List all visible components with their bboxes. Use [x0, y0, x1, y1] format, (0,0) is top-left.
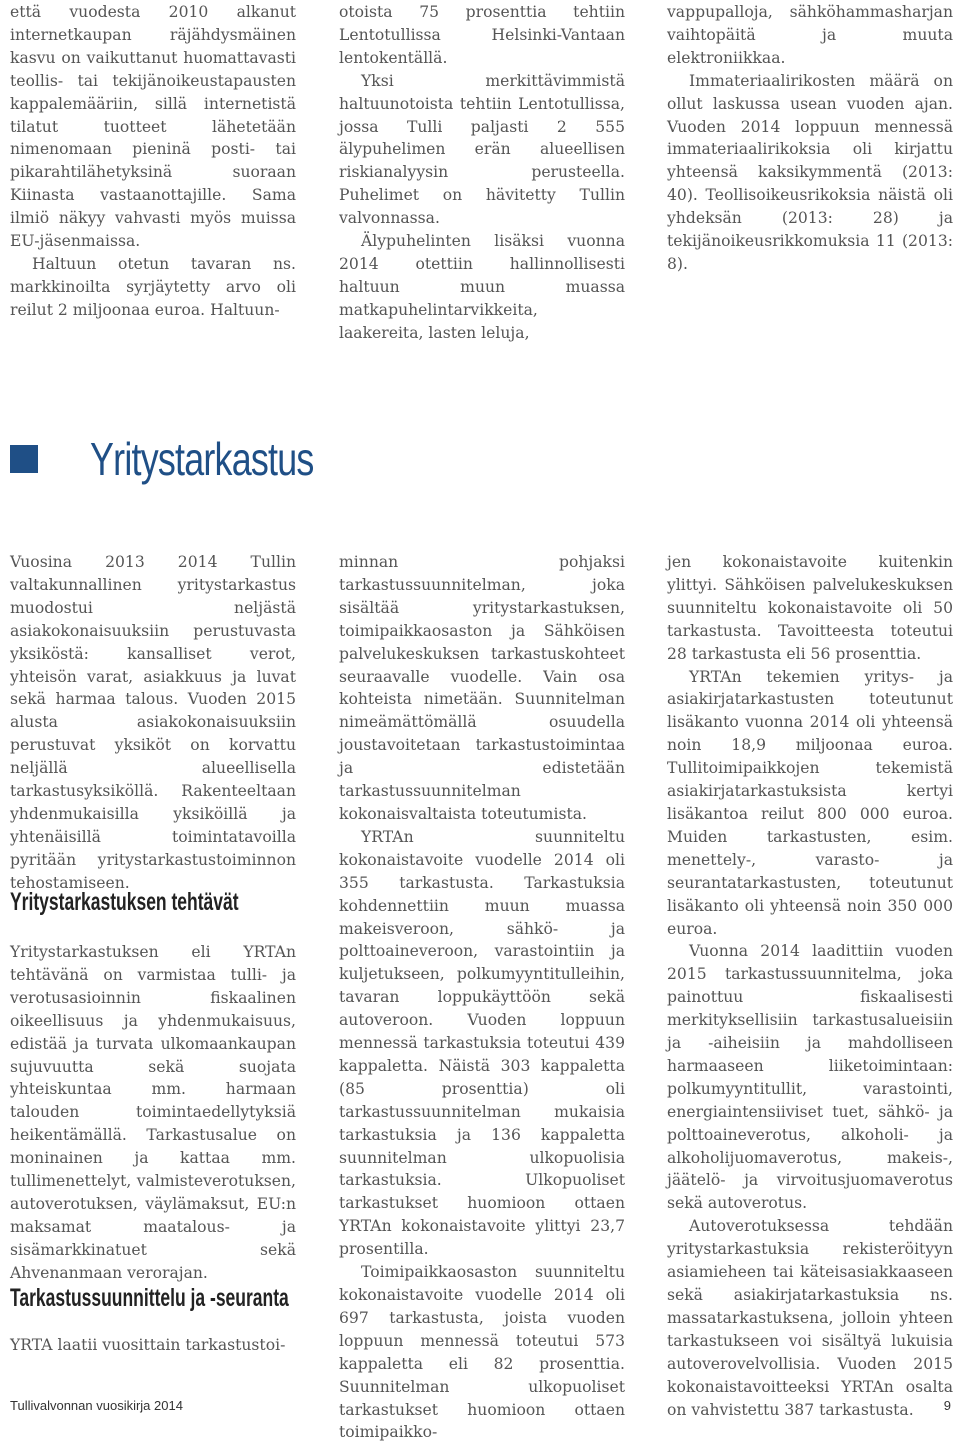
- bottom-column-3: [667, 551, 953, 1421]
- paragraph: YRTAn suunniteltu kokonaistavoite vuodelle 2014 oli 355 tarkastusta. Tarkastuksia kohdennettiin muun muassa makeisveroon, sähkö- ja polttoaineveroon, varastointiin ja kuljetukseen, polkumyyntitulleihin, tavaran loppukäyttöön sekä autoveroon. Vuoden loppuun mennessä tarkastuksia toteutui 439 kappaletta. Näistä 303 kappaletta (85 prosenttia) oli tarkastussuunnitelman mukaisia tarkastuksia ja 136 kappaletta suunnitelman ulkopuolisia tarkastuksia. Ulkopuoliset tarkastukset huomioon ottaen YRTAn kokonaistavoite ylittyi 23,7 prosentilla.: [339, 827, 625, 1259]
- paragraph: Vuosina 2013 2014 Tullin valtakunnallinen yritystarkastus muodostui neljästä asiakokonaisuuksiin perustuvasta yksiköstä: kansalliset verot, yhteisön varat, asiakkuus ja luvat sekä harmaa talous. Vuoden 2015 alusta asiakokonaisuuksiin perustuvat yksiköt on korvattu neljällä alueellisella tarkastusyksiköllä. Rakenteeltaan yhdenmukaisilla yksiköillä ja yhtenäisillä toimintatavoilla pyritään yritystarkastustoiminnon tehostamiseen.: [10, 553, 296, 892]
- bottom-column-1-tasks: [10, 941, 296, 1285]
- paragraph: Yritystarkastuksen eli YRTAn tehtävänä on varmistaa tulli- ja verotusasioinnin fiskaalinen oikeellisuus ja yhdenmukaisuus, edistää ja turvata ulkomaankaupan sujuvuutta sekä suojata yhteiskuntaa mm. harmaan talouden toimintaedellytyksiä heikentämällä. Tarkastusalue on moninainen ja kattaa mm. tullimenettelyt, valmisteverotuksen, autoverotuksen, väylämaksut, EU:n maksamat maatalous- ja sisämarkkinatuet sekä Ahvenanmaan verorajan.: [10, 943, 296, 1282]
- paragraph: vappupalloja, sähköhammasharjan vaihtopäitä ja muuta elektroniikkaa.: [667, 3, 953, 67]
- bottom-column-2: [339, 551, 625, 1444]
- top-column-1: [10, 1, 296, 322]
- paragraph: Älypuhelinten lisäksi vuonna 2014 otettiin hallinnollisesti haltuun muun muassa matkapuhelintarvikkeita, laakereita, lasten leluja,: [339, 232, 625, 342]
- paragraph: Yksi merkittävimmistä haltuunotoista tehtiin Lentotullissa, jossa Tulli paljasti 2 555 älypuhelimen erän alueellisen riskianalyysin perusteella. Puhelimet on hävitetty Tullin valvonnassa.: [339, 71, 625, 228]
- bottom-column-1-intro: [10, 551, 296, 895]
- paragraph: YRTAn tekemien yritys- ja asiakirjatarkastusten toteutunut lisäkanto vuonna 2014 oli yhteensä noin 18,9 miljoonaa euroa. Tullitoimipaikkojen tekemistä asiakirjatarkastuksista kertyi lisäkantoa reilut 800 000 euroa. Muiden tarkastusten, esim. menettely-, varasto- ja seurantatarkastusten, toteutunut lisäkanto oli yhteensä noin 350 000 euroa.: [667, 667, 953, 938]
- bottom-column-1-planning: [10, 1334, 296, 1357]
- paragraph: otoista 75 prosenttia tehtiin Lentotullissa Helsinki-Vantaan lentokentällä.: [339, 3, 625, 67]
- paragraph: Autoverotuksessa tehdään yritystarkastuksia rekisteröityyn asiamieheen tai käteisasiakkaaseen sekä asiakirjatarkastuksia ns. massatarkastuksena, jolloin yhteen tarkastukseen voi sisältyä lukuisia autoverovelvollisia. Vuoden 2015 kokonaistavoitteeksi YRTAn osalta on vahvistettu 387 tarkastusta.: [667, 1217, 953, 1419]
- section-title: Yritystarkastus: [90, 433, 314, 485]
- paragraph: jen kokonaistavoite kuitenkin ylittyi. Sähköisen palvelukeskuksen suunniteltu kokonaistavoite oli 50 tarkastusta. Tavoitteesta toteutui 28 tarkastusta eli 56 prosenttia.: [667, 553, 953, 663]
- paragraph: YRTA laatii vuosittain tarkastustoi-: [10, 1336, 286, 1354]
- top-column-3: [667, 1, 953, 276]
- footer-publication-title: Tullivalvonnan vuosikirja 2014: [10, 1398, 183, 1413]
- footer-page-number: 9: [943, 1398, 951, 1413]
- paragraph: Immateriaalirikosten määrä on ollut laskussa usean vuoden ajan. Vuoden 2014 loppuun mennessä immateriaalirikoksia oli kirjattu yhteensä kaksikymmentä (2013: 40). Teollisoikeusrikoksia näistä oli yhdeksän (2013: 28) ja tekijänoikeusrikkomuksia 11 (2013: 8).: [667, 71, 953, 273]
- paragraph: että vuodesta 2010 alkanut internetkaupan räjähdysmäinen kasvu on vaikuttanut huomattavasti teollis- tai tekijänoikeustapausten kappalemääriin, sillä internetistä tilatut tuotteet lähetetään nimenomaan pieninä posti- tai pikarahtilähetyksinä suoraan Kiinasta vastaanottajille. Sama ilmiö näkyy vahvasti myös muissa EU-jäsenmaissa.: [10, 3, 296, 251]
- subheading-planning: Tarkastussuunnittelu ja -seuranta: [10, 1284, 289, 1312]
- top-column-2: [339, 1, 625, 345]
- paragraph: Toimipaikkaosaston suunniteltu kokonaistavoite vuodelle 2014 oli 697 tarkastusta, joista vuoden loppuun mennessä toteutui 573 kappaletta eli 82 prosenttia. Suunnitelman ulkopuoliset tarkastukset huomioon ottaen toimipaikko-: [339, 1263, 625, 1442]
- section-marker-square: [10, 445, 38, 473]
- paragraph: Haltuun otetun tavaran ns. markkinoilta syrjäytetty arvo oli reilut 2 miljoonaa euroa. Haltuun-: [10, 254, 296, 319]
- paragraph: minnan pohjaksi tarkastussuunnitelman, joka sisältää yritystarkastuksen, toimipaikkaosaston ja Sähköisen palvelukeskuksen tarkastuskohteet seuraavalle vuodelle. Vain osa kohteista nimetään. Suunnitelman nimeämättömällä osuudella joustavoitetaan tarkastustoimintaa ja edistetään tarkastussuunnitelman kokonaisvaltaista toteutumista.: [339, 553, 625, 823]
- paragraph: Vuonna 2014 laadittiin vuoden 2015 tarkastussuunnitelma, joka painottuu fiskaalisesti merkityksellisiin tarkastusalueisiin ja -aiheisiin ja mahdolliseen harmaaseen liiketoimintaan: polkumyyntitullit, varastointi, energiaintensiiviset tuet, sähkö- ja polttoaineverotus, alkoholi- ja alkoholijuomaverotus, makeis-, jäätelö- ja virvoitusjuomaverotus sekä autoverotus.: [667, 942, 953, 1213]
- subheading-tasks: Yritystarkastuksen tehtävät: [10, 888, 239, 916]
